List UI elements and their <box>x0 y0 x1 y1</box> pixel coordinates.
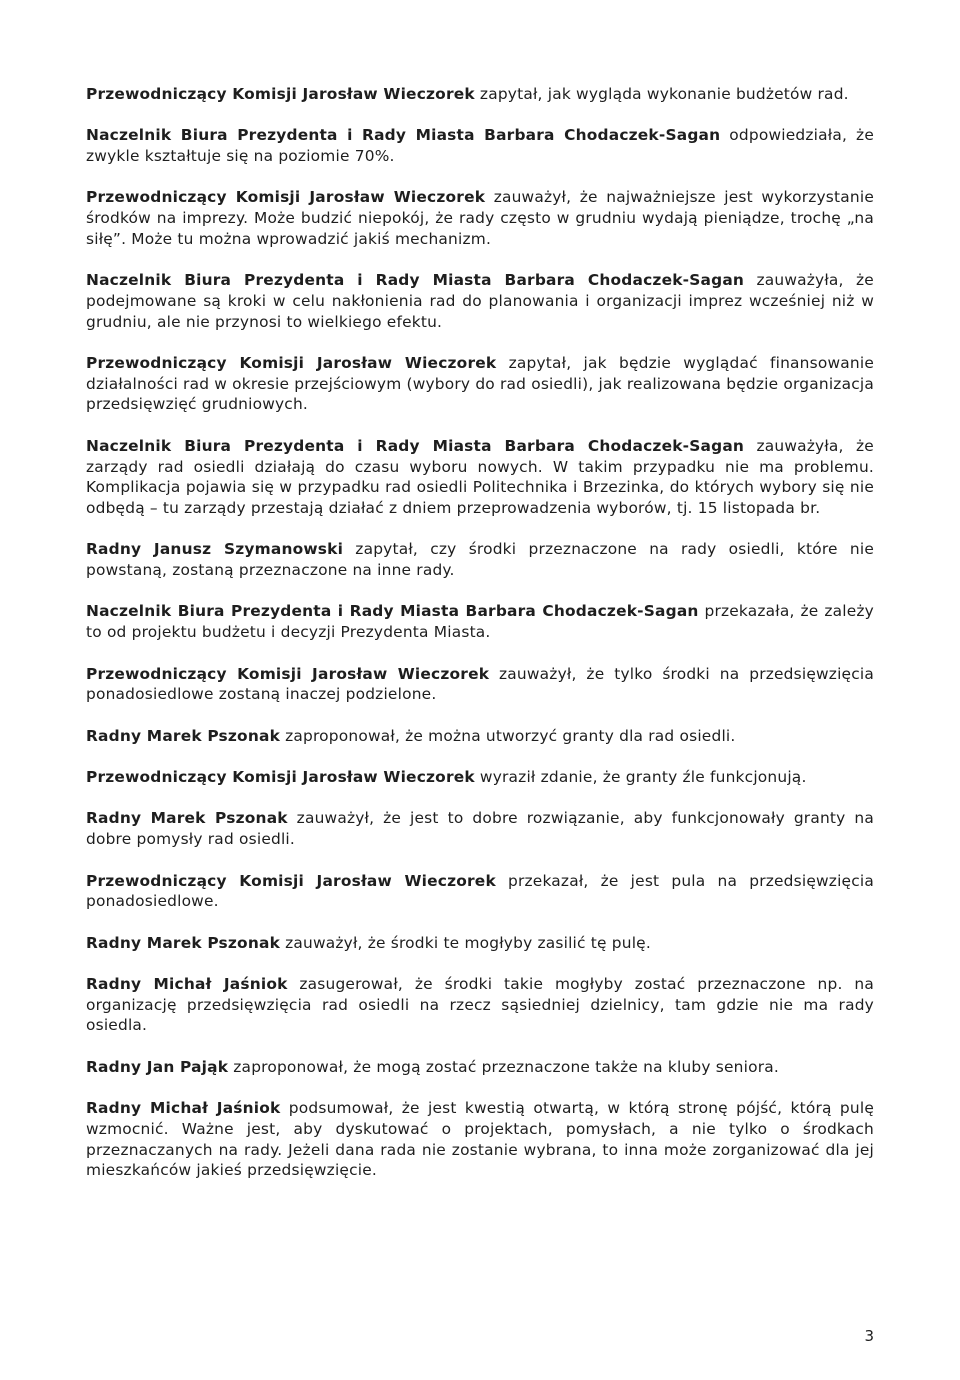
speaker-name: Radny Marek Pszonak <box>86 809 288 828</box>
document-body <box>86 84 874 1202</box>
speaker-name: Naczelnik Biura Prezydenta i Rady Miasta Barbara Chodaczek-Sagan <box>86 602 699 621</box>
paragraph-text: zauważył, że tylko środki na przedsięwzięcia ponadosiedlowe zostaną inaczej podzielone. <box>86 664 874 704</box>
paragraph-text: przekazał, że jest pula na przedsięwzięcia ponadosiedlowe. <box>86 871 874 911</box>
paragraph <box>86 726 874 747</box>
paragraph-text: przekazała, że zależy to od projektu budżetu i decyzji Prezydenta Miasta. <box>86 602 874 642</box>
speaker-name: Przewodniczący Komisji Jarosław Wieczorek <box>86 354 497 373</box>
paragraph <box>86 974 874 1036</box>
paragraph-text: podsumował, że jest kwestią otwartą, w którą stronę pójść, którą pulę wzmocnić. Ważne jest, aby dyskutować o projektach, pomysłach, a nie tylko o środkach przeznaczanych na rady. Jeżeli dana rada nie zostanie wybrana, to inna może zorganizować dla jej mieszkańców jakieś przedsięwzięcie. <box>86 1099 874 1180</box>
speaker-name: Przewodniczący Komisji Jarosław Wieczorek <box>86 664 490 683</box>
paragraph-text: zasugerował, że środki takie mogłyby zostać przeznaczone np. na organizację przedsięwzięcia rad osiedli na rzecz sąsiedniej dzielnicy, tam gdzie nie ma rady osiedla. <box>86 975 874 1035</box>
paragraph <box>86 1057 874 1078</box>
speaker-name: Radny Marek Pszonak <box>86 933 281 952</box>
paragraph <box>86 871 874 912</box>
paragraph-text: odpowiedziała, że zwykle kształtuje się na poziomie 70%. <box>86 126 874 166</box>
paragraph-text: zauważył, że najważniejsze jest wykorzystanie środków na imprezy. Może budzić niepokój, że rady często w grudniu wydają pieniądze, trochę „na siłę”. Może tu można wprowadzić jakiś mechanizm. <box>86 188 874 248</box>
paragraph-text: zapytał, jak będzie wyglądać finansowanie działalności rad w okresie przejściowym (wybory do rad osiedli), jak realizowana będzie organizacja przedsięwzięć grudniowych. <box>86 354 874 414</box>
paragraph <box>86 436 874 519</box>
speaker-name: Radny Janusz Szymanowski <box>86 540 344 559</box>
paragraph-text: zauważyła, że podejmowane są kroki w celu nakłonienia rad do planowania i organizacji imprez wcześniej niż w grudniu, ale nie przynosi to wielkiego efektu. <box>86 271 874 331</box>
paragraph-text: zauważył, że jest to dobre rozwiązanie, aby funkcjonowały granty na dobre pomysły rad osiedli. <box>86 809 874 849</box>
paragraph-text: zapytał, czy środki przeznaczone na rady osiedli, które nie powstaną, zostaną przeznaczone na inne rady. <box>86 540 874 580</box>
paragraph <box>86 601 874 642</box>
paragraph-text: zaproponował, że mogą zostać przeznaczone także na kluby seniora. <box>228 1057 779 1076</box>
paragraph <box>86 187 874 249</box>
paragraph <box>86 933 874 954</box>
paragraph-text: wyraził zdanie, że granty źle funkcjonują. <box>474 768 807 787</box>
paragraph <box>86 125 874 166</box>
paragraph <box>86 84 874 105</box>
paragraph-text: zauważył, że środki te mogłyby zasilić tę pulę. <box>280 933 651 952</box>
speaker-name: Radny Michał Jaśniok <box>86 975 288 994</box>
page-number: 3 <box>864 1327 874 1345</box>
speaker-name: Naczelnik Biura Prezydenta i Rady Miasta Barbara Chodaczek-Sagan <box>86 126 721 145</box>
speaker-name: Przewodniczący Komisji Jarosław Wieczorek <box>86 871 496 890</box>
paragraph-text: zapytał, jak wygląda wykonanie budżetów rad. <box>474 85 849 103</box>
paragraph <box>86 808 874 849</box>
paragraph <box>86 1098 874 1181</box>
speaker-name: Przewodniczący Komisji Jarosław Wieczorek <box>86 768 475 787</box>
speaker-name: Naczelnik Biura Prezydenta i Rady Miasta Barbara Chodaczek-Sagan <box>86 436 745 455</box>
paragraph <box>86 270 874 332</box>
speaker-name: Naczelnik Biura Prezydenta i Rady Miasta Barbara Chodaczek-Sagan <box>86 271 745 290</box>
paragraph <box>86 353 874 415</box>
speaker-name: Radny Jan Pająk <box>86 1057 229 1076</box>
speaker-name: Przewodniczący Komisji Jarosław Wieczorek <box>86 188 486 207</box>
paragraph <box>86 539 874 580</box>
paragraph-text: zaproponował, że można utworzyć granty dla rad osiedli. <box>280 726 736 745</box>
paragraph-text: zauważyła, że zarządy rad osiedli działają do czasu wyboru nowych. W takim przypadku nie ma problemu. Komplikacja pojawia się w przypadku rad osiedli Politechnika i Brzezinka, do których wybory się nie odbędą – tu zarządy przestają działać z dniem przeprowadzenia wyborów, tj. 15 listopada br. <box>86 436 874 517</box>
speaker-name: Radny Michał Jaśniok <box>86 1099 281 1118</box>
speaker-name: Przewodniczący Komisji Jarosław Wieczorek <box>86 85 475 103</box>
paragraph <box>86 767 874 788</box>
paragraph <box>86 664 874 705</box>
speaker-name: Radny Marek Pszonak <box>86 726 281 745</box>
